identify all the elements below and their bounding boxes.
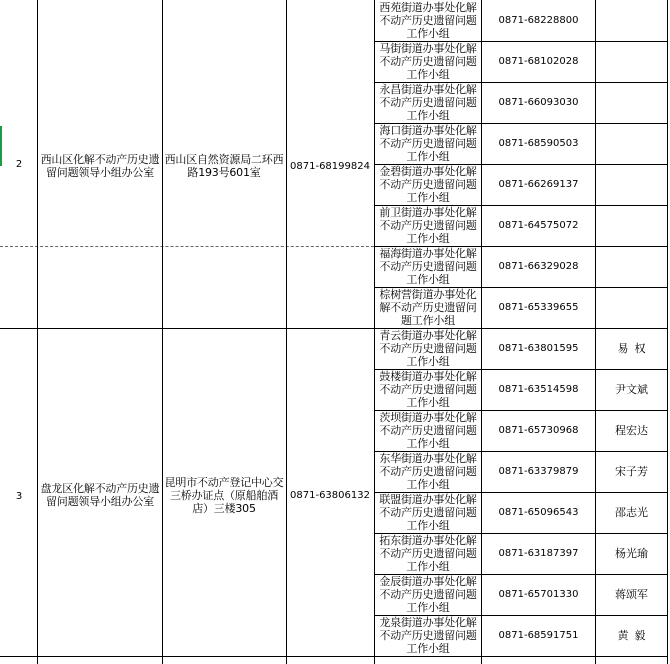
subgroup-contact (596, 164, 667, 205)
subgroup-contact (596, 205, 667, 246)
subgroup-phone: 0871-65339655 (498, 302, 579, 313)
subgroup-contact: 宋子芳 (615, 465, 648, 478)
subgroup-phone: 0871-68102028 (498, 56, 579, 67)
subgroup-phone: 0871-65730968 (498, 425, 579, 436)
subgroup-name: 前卫街道办事处化解不动产历史遗留问题工作小组 (379, 206, 477, 245)
subgroup-contact: 杨光瑜 (615, 547, 648, 560)
subgroup-contact: 易权 (617, 342, 652, 355)
subgroup-contact: 程宏达 (615, 424, 648, 437)
subgroup-name: 西苑街道办事处化解不动产历史遗留问题工作小组 (379, 0, 477, 40)
group-divider (0, 328, 374, 329)
group-phone: 0871-63806132 (290, 489, 370, 501)
subgroup-name: 茨坝街道办事处化解不动产历史遗留问题工作小组 (379, 411, 477, 450)
group-phone: 0871-68199824 (290, 160, 370, 172)
subgroup-phone: 0871-66329028 (498, 261, 579, 272)
group-office: 盘龙区化解不动产历史遗留问题领导小组办公室 (40, 482, 160, 508)
group-index: 3 (15, 490, 23, 502)
subgroup-name: 马街街道办事处化解不动产历史遗留问题工作小组 (379, 42, 477, 81)
subgroup-contact: 邵志光 (615, 506, 648, 519)
subgroup-phone: 0871-63514598 (498, 384, 579, 395)
subgroup-contact (596, 41, 667, 82)
subgroup-contact: 尹文斌 (615, 383, 648, 396)
subgroup-contact (596, 123, 667, 164)
subgroup-name: 联盟街道办事处化解不动产历史遗留问题工作小组 (379, 493, 477, 532)
subgroup-name: 青云街道办事处化解不动产历史遗留问题工作小组 (379, 329, 477, 368)
subgroup-name: 福海街道办事处化解不动产历史遗留问题工作小组 (379, 247, 477, 286)
subgroup-name: 海口街道办事处化解不动产历史遗留问题工作小组 (379, 124, 477, 163)
subgroup-name: 龙泉街道办事处化解不动产历史遗留问题工作小组 (379, 616, 477, 655)
subgroup-contact: 黄毅 (617, 629, 652, 642)
subgroup-phone: 0871-64575072 (498, 220, 579, 231)
group-divider (0, 246, 374, 247)
subgroup-phone: 0871-68591751 (498, 630, 579, 641)
group-address: 昆明市不动产登记中心交三桥办证点（原船舶酒店）三楼305 (164, 475, 284, 515)
subgroup-phone: 0871-68228800 (498, 14, 579, 26)
subgroup-contact (596, 82, 667, 123)
subgroup-name: 东华街道办事处化解不动产历史遗留问题工作小组 (379, 452, 477, 491)
subgroup-phone: 0871-63187397 (498, 548, 579, 559)
group-office: 西山区化解不动产历史遗留问题领导小组办公室 (40, 153, 160, 179)
subgroup-name: 金辰街道办事处化解不动产历史遗留问题工作小组 (379, 575, 477, 614)
subgroup-contact: 蒋颂军 (615, 588, 648, 601)
subgroup-phone: 0871-66093030 (498, 97, 579, 108)
subgroup-phone: 0871-65096543 (498, 507, 579, 518)
subgroup-phone: 0871-66269137 (498, 179, 579, 190)
group-index: 2 (15, 158, 23, 170)
subgroup-phone: 0871-63379879 (498, 466, 579, 477)
subgroup-phone: 0871-68590503 (498, 138, 579, 149)
subgroup-name: 拓东街道办事处化解不动产历史遗留问题工作小组 (379, 534, 477, 573)
subgroup-name: 金碧街道办事处化解不动产历史遗留问题工作小组 (379, 165, 477, 204)
subgroup-contact (596, 246, 667, 287)
subgroup-contact (596, 287, 667, 328)
subgroup-contact (596, 0, 667, 41)
group-address: 西山区自然资源局二环西路193号601室 (164, 153, 284, 179)
subgroup-name: 棕树营街道办事处化解不动产历史遗留问题工作小组 (379, 288, 477, 327)
subgroup-phone: 0871-65701330 (498, 589, 579, 600)
subgroup-name: 永昌街道办事处化解不动产历史遗留问题工作小组 (379, 83, 477, 122)
subgroup-name: 鼓楼街道办事处化解不动产历史遗留问题工作小组 (379, 370, 477, 409)
group-divider (0, 656, 668, 657)
subgroup-phone: 0871-63801595 (498, 343, 579, 354)
